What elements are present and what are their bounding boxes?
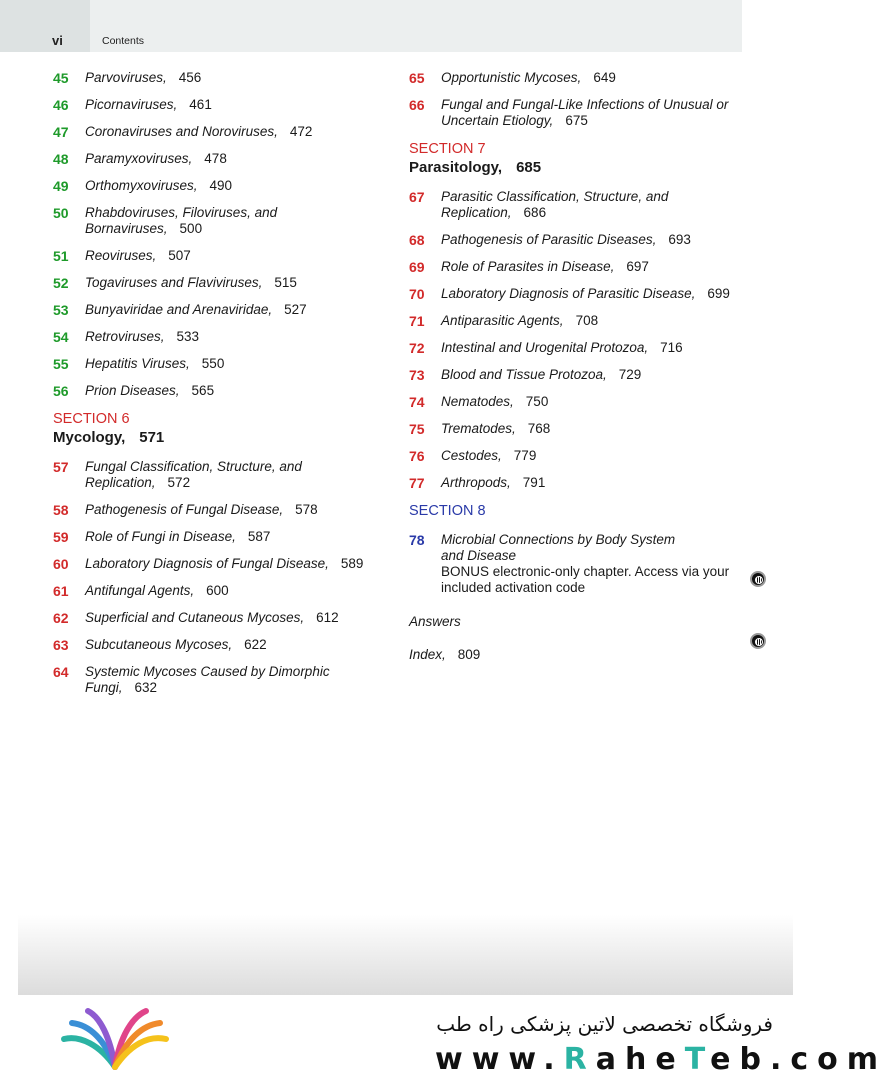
toc-entry[interactable] — [53, 248, 383, 264]
toc-entry[interactable] — [53, 556, 383, 572]
chapter-number: 66 — [409, 97, 425, 113]
chapter-page: 587 — [247, 529, 271, 544]
url-mid: ahe — [595, 1042, 685, 1077]
store-url — [435, 1042, 887, 1077]
chapter-title: Opportunistic Mycoses, — [441, 70, 582, 85]
chapter-page: 461 — [189, 97, 212, 112]
chapter-title: Arthropods, — [441, 475, 511, 490]
chapter-page: 622 — [244, 637, 267, 652]
toc-entry[interactable] — [53, 275, 383, 291]
chapter-page: 708 — [575, 313, 599, 328]
toc-entry[interactable] — [409, 340, 754, 356]
chapter-number: 47 — [53, 124, 69, 140]
section-label: SECTION 7 — [409, 141, 486, 157]
chapter-number: 57 — [53, 459, 69, 475]
chapter-title: Microbial Connections by Body System — [441, 532, 676, 547]
chapter-title-line2: and Disease — [441, 548, 517, 563]
chapter-page: 716 — [660, 340, 683, 355]
toc-entry[interactable] — [409, 313, 754, 329]
open-book-logo-icon — [60, 1005, 170, 1080]
chapter-page: 697 — [626, 259, 649, 274]
store-name: فروشگاه تخصصی لاتین پزشکی راه طب — [436, 1012, 773, 1036]
chapter-number: 54 — [53, 329, 69, 345]
index-title: Index, — [409, 647, 446, 662]
toc-entry[interactable] — [409, 475, 754, 491]
chapter-number: 62 — [53, 610, 69, 626]
chapter-title: Antifungal Agents, — [85, 583, 195, 598]
url-accent-r: R — [563, 1042, 596, 1077]
chapter-number: 73 — [409, 367, 425, 383]
toc-entry[interactable] — [53, 329, 383, 345]
toc-entry[interactable] — [53, 383, 383, 399]
chapter-number: 53 — [53, 302, 69, 318]
section-label: SECTION 6 — [53, 411, 130, 427]
toc-entry[interactable] — [53, 178, 383, 194]
section-heading-8[interactable] — [409, 502, 754, 520]
chapter-number: 48 — [53, 151, 69, 167]
chapter-page: 490 — [209, 178, 233, 193]
toc-entry-bonus[interactable] — [409, 532, 754, 596]
toc-entry[interactable] — [409, 367, 754, 383]
toc-entry[interactable] — [409, 448, 754, 464]
chapter-number: 52 — [53, 275, 69, 291]
toc-entry[interactable] — [53, 610, 383, 626]
toc-entry[interactable] — [53, 637, 383, 653]
toc-entry[interactable] — [53, 502, 383, 518]
chapter-page: 500 — [179, 221, 203, 236]
chapter-page: 675 — [565, 113, 588, 128]
chapter-page: 550 — [201, 356, 225, 371]
toc-entry-group-mycology-cont — [409, 70, 754, 129]
chapter-page: 565 — [191, 383, 215, 398]
chapter-title: Hepatitis Viruses, — [85, 356, 190, 371]
chapter-number: 74 — [409, 394, 425, 410]
chapter-number: 64 — [53, 664, 69, 680]
toc-entry[interactable] — [409, 259, 754, 275]
section-page: 571 — [139, 429, 165, 446]
chapter-title: Parvoviruses, — [85, 70, 167, 85]
chapter-number: 77 — [409, 475, 425, 491]
chapter-title-line2: Uncertain Etiology, — [441, 113, 554, 128]
chapter-page: 478 — [204, 151, 227, 166]
chapter-title: Prion Diseases, — [85, 383, 180, 398]
toc-entry[interactable] — [409, 97, 754, 129]
chapter-page: 589 — [340, 556, 364, 571]
chapter-number: 68 — [409, 232, 425, 248]
chapter-page: 699 — [707, 286, 730, 301]
toc-entry[interactable] — [53, 664, 383, 696]
section-label: SECTION 8 — [409, 503, 486, 519]
chapter-title-line2: Replication, — [85, 475, 156, 490]
chapter-page: 779 — [513, 448, 537, 463]
url-accent-t: T — [684, 1042, 711, 1077]
chapter-title: Retroviruses, — [85, 329, 165, 344]
chapter-page: 600 — [206, 583, 229, 598]
chapter-number: 75 — [409, 421, 425, 437]
chapter-page: 578 — [295, 502, 318, 517]
toc-entry-group-mycology — [53, 459, 383, 696]
chapter-number: 72 — [409, 340, 425, 356]
chapter-number: 65 — [409, 70, 425, 86]
toc-left-column — [53, 70, 383, 707]
section-title: Parasitology, — [409, 159, 503, 176]
chapter-number: 71 — [409, 313, 425, 329]
chapter-page: 527 — [284, 302, 307, 317]
chapter-number: 70 — [409, 286, 425, 302]
chapter-title: Systemic Mycoses Caused by Dimorphic — [85, 664, 330, 679]
chapter-title-line2: Replication, — [441, 205, 512, 220]
chapter-number: 76 — [409, 448, 425, 464]
chapter-title: Fungal Classification, Structure, and — [85, 459, 302, 474]
toc-entry[interactable] — [409, 70, 754, 86]
chapter-number: 55 — [53, 356, 69, 372]
running-header — [0, 0, 742, 52]
chapter-title: Nematodes, — [441, 394, 514, 409]
chapter-title: Trematodes, — [441, 421, 516, 436]
bonus-note-line1: BONUS electronic-only chapter. Access via your — [441, 564, 730, 579]
toc-entry[interactable] — [53, 124, 383, 140]
chapter-page: 750 — [525, 394, 549, 409]
chapter-title: Laboratory Diagnosis of Fungal Disease, — [85, 556, 329, 571]
chapter-title: Togaviruses and Flaviviruses, — [85, 275, 263, 290]
chapter-page: 456 — [178, 70, 202, 85]
section-title: Mycology, — [53, 429, 126, 446]
chapter-page: 472 — [289, 124, 313, 139]
chapter-page: 572 — [167, 475, 191, 490]
chapter-page: 768 — [527, 421, 551, 436]
chapter-title: Laboratory Diagnosis of Parasitic Disease, — [441, 286, 696, 301]
chapter-number: 58 — [53, 502, 69, 518]
toc-entry[interactable] — [53, 459, 383, 491]
running-header-title: Contents — [102, 35, 145, 47]
chapter-number: 61 — [53, 583, 69, 599]
index-page: 809 — [457, 647, 481, 662]
chapter-title: Reoviruses, — [85, 248, 157, 263]
chapter-page: 649 — [593, 70, 616, 85]
chapter-number: 56 — [53, 383, 69, 399]
toc-entry-group-virology — [53, 70, 383, 399]
toc-entry[interactable] — [409, 189, 754, 221]
chapter-page: 533 — [176, 329, 200, 344]
chapter-title: Superficial and Cutaneous Mycoses, — [85, 610, 305, 625]
toc-entry[interactable] — [53, 583, 383, 599]
chapter-title: Cestodes, — [441, 448, 502, 463]
chapter-number: 46 — [53, 97, 69, 113]
chapter-page: 612 — [316, 610, 339, 625]
chapter-title: Picornaviruses, — [85, 97, 178, 112]
chapter-title: Fungal and Fungal-Like Infections of Unusual or — [441, 97, 729, 112]
toc-entry[interactable] — [53, 97, 383, 113]
chapter-number: 67 — [409, 189, 425, 205]
section-heading-7[interactable] — [409, 140, 754, 177]
toc-entry[interactable] — [53, 70, 383, 86]
chapter-number: 63 — [53, 637, 69, 653]
toc-entry-index[interactable] — [409, 647, 754, 663]
toc-entry-answers[interactable]: Answers — [409, 614, 461, 629]
chapter-title: Coronaviruses and Noroviruses, — [85, 124, 278, 139]
chapter-title: Intestinal and Urogenital Protozoa, — [441, 340, 649, 355]
chapter-title: Bunyaviridae and Arenaviridae, — [85, 302, 273, 317]
chapter-title: Subcutaneous Mycoses, — [85, 637, 233, 652]
chapter-title-line2: Bornaviruses, — [85, 221, 168, 236]
url-suffix: eb.com — [710, 1042, 887, 1077]
chapter-page: 693 — [668, 232, 691, 247]
toc-entry-group-parasitology — [409, 189, 754, 491]
chapter-page: 729 — [618, 367, 642, 382]
chapter-title: Pathogenesis of Parasitic Diseases, — [441, 232, 657, 247]
chapter-title: Paramyxoviruses, — [85, 151, 193, 166]
chapter-number: 50 — [53, 205, 69, 221]
toc-entry[interactable] — [53, 529, 383, 545]
toc-right-column — [409, 70, 754, 680]
toc-entry[interactable] — [53, 302, 383, 318]
chapter-page: 791 — [522, 475, 546, 490]
chapter-title: Role of Parasites in Disease, — [441, 259, 615, 274]
chapter-number: 45 — [53, 70, 69, 86]
page-number: vi — [52, 33, 63, 48]
section-page: 685 — [516, 159, 542, 176]
toc-entry[interactable] — [53, 205, 383, 237]
chapter-title: Pathogenesis of Fungal Disease, — [85, 502, 284, 517]
chapter-title: Role of Fungi in Disease, — [85, 529, 236, 544]
chapter-title: Rhabdoviruses, Filoviruses, and — [85, 205, 278, 220]
toc-entry[interactable] — [409, 421, 754, 437]
bonus-note-line2: included activation code — [441, 580, 586, 595]
toc-entry[interactable] — [409, 232, 754, 248]
chapter-number: 51 — [53, 248, 69, 264]
footer-shadow — [18, 915, 793, 995]
chapter-page: 632 — [134, 680, 158, 695]
toc-entry[interactable] — [53, 151, 383, 167]
toc-entry[interactable] — [409, 394, 754, 410]
chapter-page: 507 — [168, 248, 191, 263]
chapter-page: 515 — [274, 275, 297, 290]
chapter-title: Orthomyxoviruses, — [85, 178, 198, 193]
chapter-number: 69 — [409, 259, 425, 275]
chapter-title-line2: Fungi, — [85, 680, 123, 695]
chapter-number: 60 — [53, 556, 69, 572]
toc-entry[interactable] — [53, 356, 383, 372]
chapter-title: Blood and Tissue Protozoa, — [441, 367, 607, 382]
chapter-number: 78 — [409, 532, 425, 548]
page-number-box — [0, 0, 90, 52]
section-heading-6[interactable] — [53, 410, 383, 447]
url-prefix: www. — [435, 1042, 564, 1077]
chapter-page: 686 — [523, 205, 547, 220]
online-resource-icon[interactable] — [750, 571, 766, 587]
toc-entry[interactable] — [409, 286, 754, 302]
online-resource-icon[interactable] — [750, 633, 766, 649]
chapter-number: 49 — [53, 178, 69, 194]
chapter-number: 59 — [53, 529, 69, 545]
chapter-title: Parasitic Classification, Structure, and — [441, 189, 669, 204]
chapter-title: Antiparasitic Agents, — [441, 313, 564, 328]
